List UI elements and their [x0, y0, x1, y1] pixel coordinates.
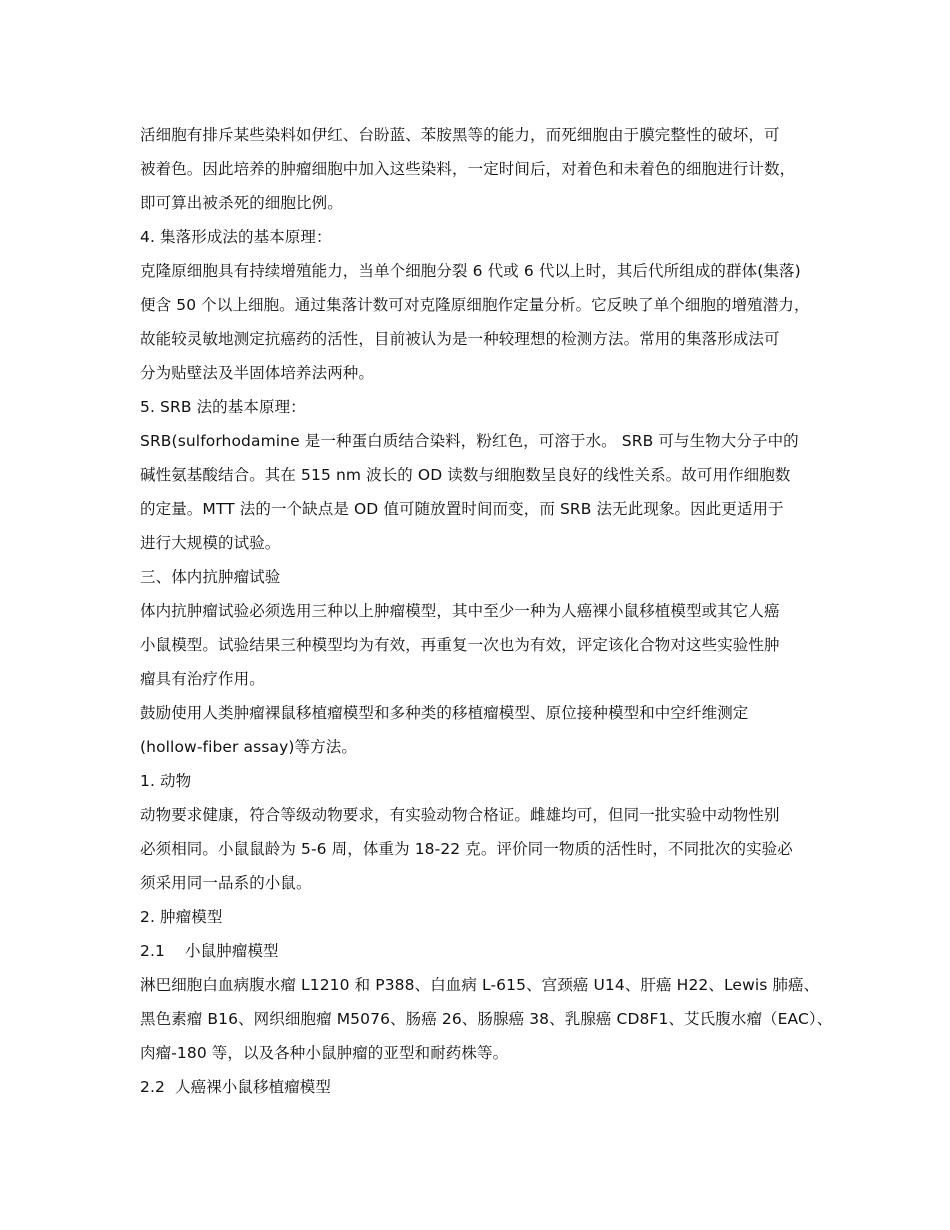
text-line-28: 肉瘤-180 等，以及各种小鼠肿瘤的亚型和耐药株等。 [140, 1044, 509, 1062]
section-heading-colony: 4. 集落形成法的基本原理： [140, 228, 332, 246]
text-line-19: (hollow-fiber assay)等方法。 [140, 738, 357, 756]
section-heading-tumor-models: 2. 肿瘤模型 [140, 908, 223, 926]
text-line-1: 活细胞有排斥某些染料如伊红、台盼蓝、苯胺黑等的能力，而死细胞由于膜完整性的破坏，可 [140, 126, 780, 144]
text-line-15: 体内抗肿瘤试验必须选用三种以上肿瘤模型，其中至少一种为人癌裸小鼠移植模型或其它人癌 [140, 602, 780, 620]
text-line-17: 瘤具有治疗作用。 [140, 670, 265, 688]
section-heading-in-vivo: 三、体内抗肿瘤试验 [140, 568, 281, 586]
text-line-23: 须采用同一品系的小鼠。 [140, 874, 312, 892]
section-heading-animals: 1. 动物 [140, 772, 192, 790]
text-line-5: 克隆原细胞具有持续增殖能力，当单个细胞分裂 6 代或 6 代以上时，其后代所组成的群体(集落) [140, 262, 801, 280]
text-line-3: 即可算出被杀死的细胞比例。 [140, 194, 343, 212]
text-line-8: 分为贴壁法及半固体培养法两种。 [140, 364, 375, 382]
text-line-21: 动物要求健康，符合等级动物要求，有实验动物合格证。雌雄均可，但同一批实验中动物性别 [140, 806, 780, 824]
text-line-10: SRB(sulforhodamine 是一种蛋白质结合染料，粉红色，可溶于水。 SRB 可与生物大分子中的 [140, 432, 799, 450]
text-line-12: 的定量。MTT 法的一个缺点是 OD 值可随放置时间而变，而 SRB 法无此现象。因此更适用于 [140, 500, 784, 518]
subsection-heading-nude-mouse: 2.2 人癌裸小鼠移植瘤模型 [140, 1078, 332, 1096]
text-line-26: 淋巴细胞白血病腹水瘤 L1210 和 P388、白血病 L-615、宫颈癌 U14、肝癌 H22、Lewis 肺癌、 [140, 976, 820, 994]
text-line-11: 碱性氨基酸结合。其在 515 nm 波长的 OD 读数与细胞数呈良好的线性关系。故可用作细胞数 [140, 466, 791, 484]
text-line-27: 黑色素瘤 B16、网织细胞瘤 M5076、肠癌 26、肠腺癌 38、乳腺癌 CD8F1、艾氏腹水瘤（EAC）、 [140, 1010, 833, 1028]
text-line-2: 被着色。因此培养的肿瘤细胞中加入这些染料，一定时间后，对着色和未着色的细胞进行计数， [140, 160, 796, 178]
section-heading-srb: 5. SRB 法的基本原理： [140, 398, 306, 416]
text-line-16: 小鼠模型。试验结果三种模型均为有效，再重复一次也为有效，评定该化合物对这些实验性肿 [140, 636, 780, 654]
text-line-13: 进行大规模的试验。 [140, 534, 281, 552]
text-line-22: 必须相同。小鼠鼠龄为 5-6 周，体重为 18-22 克。评价同一物质的活性时，不同批次的实验必 [140, 840, 793, 858]
text-line-18: 鼓励使用人类肿瘤裸鼠移植瘤模型和多种类的移植瘤模型、原位接种模型和中空纤维测定 [140, 704, 749, 722]
document-page [140, 118, 833, 1104]
text-line-7: 故能较灵敏地测定抗癌药的活性，目前被认为是一种较理想的检测方法。常用的集落形成法可 [140, 330, 780, 348]
subsection-heading-mouse-tumor: 2.1 小鼠肿瘤模型 [140, 942, 279, 960]
text-line-6: 便含 50 个以上细胞。通过集落计数可对克隆原细胞作定量分析。它反映了单个细胞的增殖潜力， [140, 296, 810, 314]
